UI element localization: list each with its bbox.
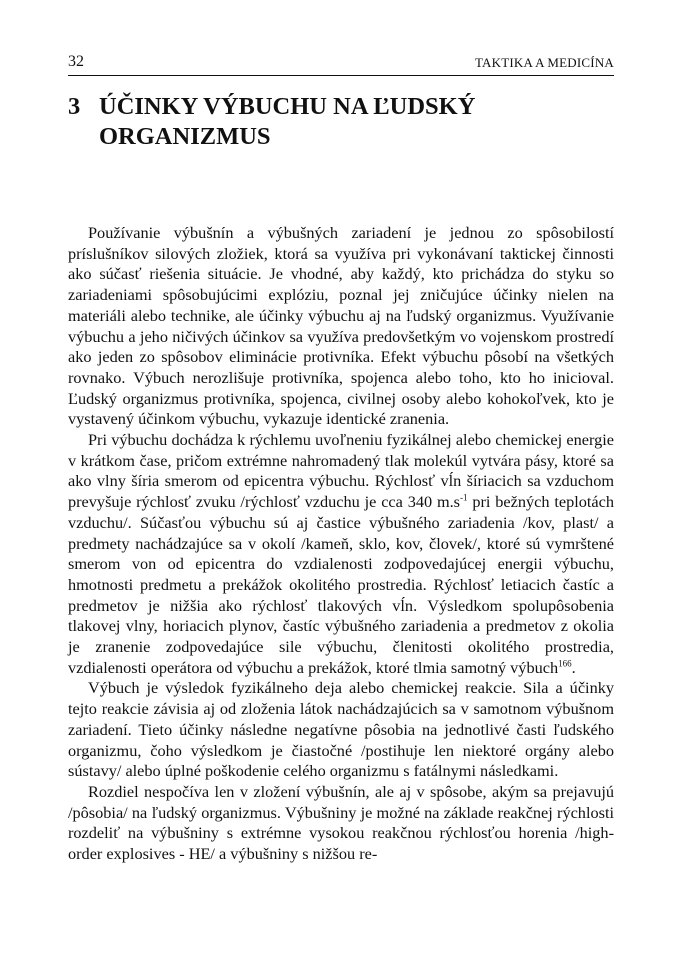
paragraph-2-part-1: Pri výbuchu dochádza k rýchlemu uvoľneniu fyzikálnej alebo chemickej energie v krátkom čase, pričom extrémne nahromadený tlak molekúl vytvára pásy, ktoré sa ako vlny šíria smerom od epicentra výbuchu. Rýchlosť vĺn šíriacich sa vzduchom prevyšuje rýchlosť zvuku /rýchlosť vzduchu je cca 340 m.s — [68, 430, 614, 512]
paragraph-2 — [68, 430, 614, 678]
paragraph-4: Rozdiel nespočíva len v zložení výbušnín, ale aj v spôsobe, akým sa prejavujú /pôsobia/ na ľudský organizmus. Výbušniny je možné na základe reakčnej rýchlosti rozdeliť na výbušniny s extrémne vysokou reakčnou rýchlosťou horenia /high-order explosives - HE/ a výbušniny s nižšou re- — [68, 781, 614, 864]
chapter-number: 3 — [68, 93, 81, 120]
body-text — [68, 223, 614, 865]
page-number: 32 — [68, 53, 84, 70]
paragraph-2-part-3: . — [571, 657, 576, 677]
paragraph-2-part-2: pri bežných teplotách vzduchu/. Súčasťou výbuchu sú aj častice výbušného zariadenia /kov, plast/ a predmety nachádzajúce sa v okolí /kameň, sklo, kov, človek/, ktoré sú vymrštené smerom von od epicentra do vzdialenosti zodpovedajúcej energii výbuchu, hmotnosti predmetu a prekážok okolitého prostredia. Rýchlosť letiacich častíc a predmetov je nižšia ako rýchlosť tlakových vĺn. Výsledkom spolupôsobenia tlakovej vlny, horiacich plynov, častíc výbušného zariadenia a predmetov z okolia je zranenie zodpovedajúce sile výbuchu, členitosti okolitého prostredia, vzdialenosti operátora od výbuchu a prekážok, ktoré tlmia samotný výbuch — [68, 492, 614, 677]
paragraph-3: Výbuch je výsledok fyzikálneho deja alebo chemickej reakcie. Sila a účinky tejto reakcie závisia aj od zloženia látok nachádzajúcich sa v samotnom výbušnom zariadení. Tieto účinky následne negatívne pôsobia na jednotlivé časti ľudského organizmu, čoho výsledkom je čiastočné /postihuje len niektoré orgány alebo sústavy/ alebo úplné poškodenie celého organizmu s fatálnymi následkami. — [68, 678, 614, 781]
paragraph-1: Používanie výbušnín a výbušných zariadení je jednou zo spôsobilostí príslušníkov silových zložiek, ktorá sa využíva pri vykonávaní taktickej činnosti ako súčasť riešenia situácie. Je vhodné, aby každý, kto prichádza do styku so zariadeniami spôsobujúcimi explóziu, poznal jej zničujúce účinky nielen na materiáli alebo technike, ale účinky výbuchu aj na ľudský organizmus. Využívanie výbuchu a jeho ničivých účinkov sa využíva predovšetkým vo vojenskom prostredí ako jeden zo spôsobov eliminácie protivníka. Efekt výbuchu pôsobí na všetkých rovnako. Výbuch nerozlišuje protivníka, spojenca alebo toho, kto ho inicioval. Ľudský organizmus protivníka, spojenca, civilnej osoby alebo kohokoľvek, kto je vystavený účinkom výbuchu, vykazuje identické zranenia. — [68, 223, 614, 429]
unit-superscript: -1 — [460, 492, 468, 503]
footnote-reference: 166 — [558, 658, 572, 669]
chapter-title: ÚČINKY VÝBUCHU NA ĽUDSKÝ ORGANIZMUS — [99, 93, 476, 150]
chapter-heading — [68, 92, 614, 152]
running-head: TAKTIKA A MEDICÍNA — [474, 55, 614, 70]
page-header — [68, 53, 614, 76]
